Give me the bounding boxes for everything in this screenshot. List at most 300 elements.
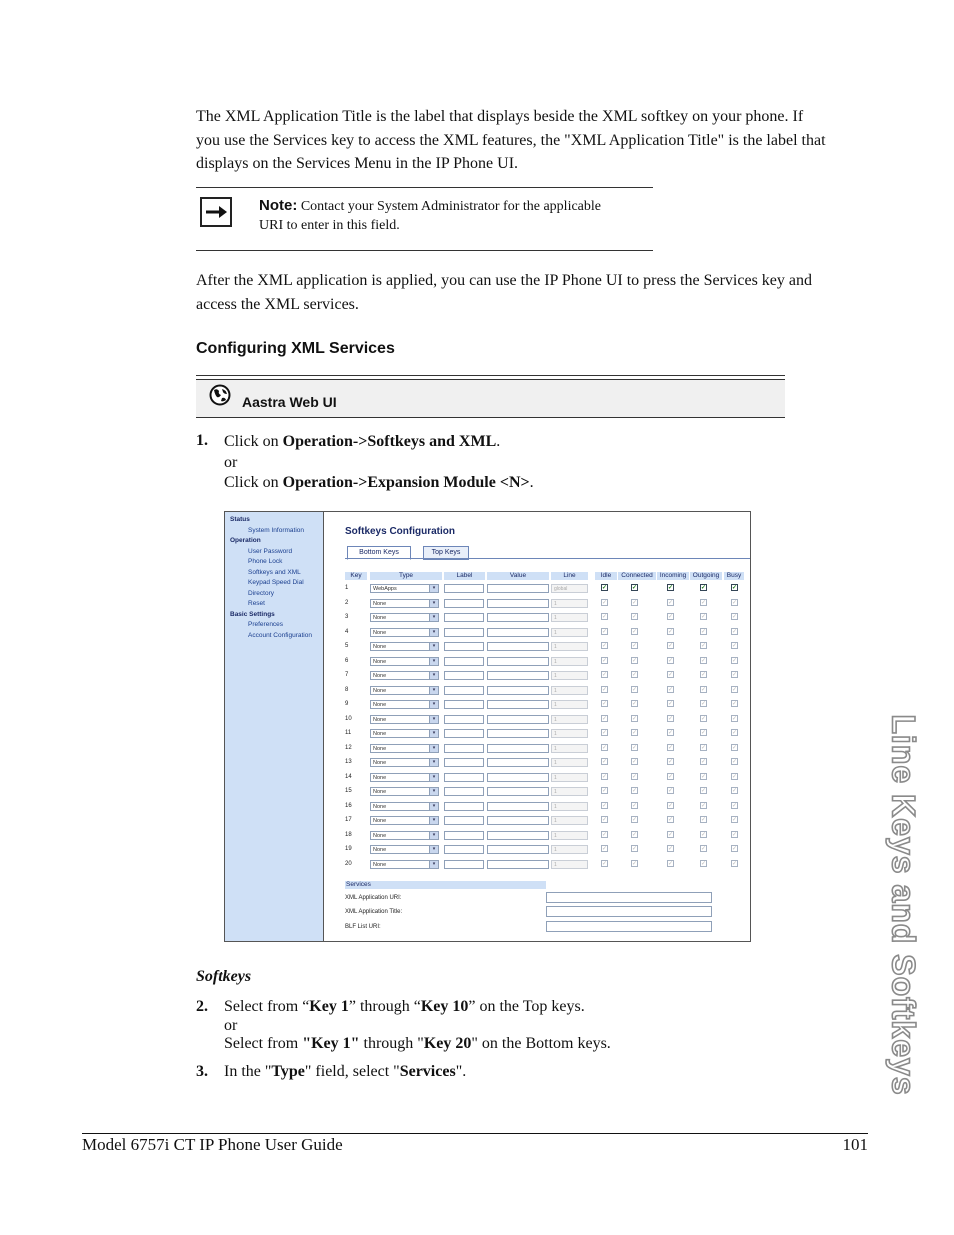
step2-b1: Select from	[224, 1035, 303, 1052]
type-select-value: None	[373, 615, 387, 621]
table-header: Key	[345, 572, 367, 580]
label-input[interactable]	[444, 816, 484, 825]
line-select[interactable]: 1	[551, 787, 588, 796]
step3-a2: Type	[271, 1063, 305, 1080]
nav-item[interactable]: System Information	[248, 526, 304, 534]
state-checkbox[interactable]: ✓	[732, 643, 738, 649]
note-label: Note:	[259, 197, 298, 214]
label-input[interactable]	[444, 773, 484, 782]
type-select[interactable]	[370, 787, 439, 796]
state-checkbox[interactable]: ✓	[732, 614, 738, 620]
type-select[interactable]	[370, 773, 439, 782]
after-paragraph	[196, 269, 876, 316]
state-checkbox[interactable]: ✓	[732, 744, 738, 751]
line-select[interactable]: 1	[551, 845, 588, 854]
chevron-down-icon: ▾	[429, 759, 438, 766]
type-select-value: None	[373, 774, 387, 781]
state-checkbox[interactable]: ✓	[732, 701, 738, 707]
state-checkbox[interactable]: ✓	[632, 628, 638, 635]
state-checkbox[interactable]: ✓	[602, 643, 608, 649]
intro-line-1: The XML Application Title is the label that displays beside the XML softkey on your phone. If	[196, 108, 804, 125]
state-checkbox[interactable]: ✓	[632, 817, 638, 823]
state-checkbox[interactable]: ✓	[602, 701, 608, 707]
state-checkbox[interactable]: ✓	[701, 672, 707, 678]
tab-bottom-keys[interactable]: Bottom Keys	[347, 546, 411, 560]
note-text-1: Contact your System Administrator for the applicable	[297, 199, 601, 214]
value-input[interactable]	[487, 671, 549, 680]
type-select[interactable]	[370, 686, 439, 695]
value-input[interactable]	[487, 599, 549, 608]
type-select-value: WebApps	[373, 586, 397, 592]
table-header: Idle	[595, 572, 617, 580]
state-checkbox[interactable]: ✓	[602, 788, 608, 794]
key-number: 9	[345, 701, 349, 707]
step1-a-pre: Click on	[224, 433, 283, 450]
line-select[interactable]: 1	[551, 715, 588, 724]
label-input[interactable]	[444, 787, 484, 796]
xml-app-title-input[interactable]	[546, 906, 712, 917]
type-select[interactable]	[370, 599, 439, 608]
key-number: 19	[345, 846, 352, 852]
tab-top-keys[interactable]: Top Keys	[423, 546, 469, 560]
nav-item[interactable]: Preferences	[248, 621, 284, 628]
intro-paragraph	[196, 105, 876, 176]
state-checkbox[interactable]: ✓	[701, 802, 707, 809]
key-number: 11	[345, 730, 352, 736]
line-select[interactable]: 1	[551, 860, 588, 869]
label-input[interactable]	[444, 715, 484, 724]
table-header: Outgoing	[690, 572, 722, 580]
state-checkbox[interactable]: ✓	[668, 846, 674, 852]
table-row	[345, 728, 745, 742]
state-checkbox[interactable]: ✓	[632, 759, 638, 765]
state-checkbox[interactable]: ✓	[632, 802, 638, 809]
state-checkbox[interactable]: ✓	[668, 672, 674, 678]
step3-text	[224, 1063, 824, 1081]
state-checkbox[interactable]: ✓	[668, 599, 674, 606]
webui-top-rule-1	[196, 375, 785, 376]
step2-b4: Key 20	[423, 1035, 472, 1052]
state-checkbox[interactable]: ✓	[632, 657, 638, 664]
state-checkbox[interactable]: ✓	[632, 614, 638, 620]
chevron-down-icon: ▾	[429, 701, 438, 708]
state-checkbox[interactable]: ✓	[732, 802, 738, 809]
intro-line-2: you use the Services key to access the XML features, the "XML Application Title" is the label that	[196, 131, 826, 149]
state-checkbox[interactable]: ✓	[632, 846, 638, 852]
state-checkbox[interactable]: ✓	[602, 657, 608, 664]
state-checkbox[interactable]: ✓	[668, 657, 674, 664]
key-number: 14	[345, 773, 352, 780]
state-checkbox[interactable]: ✓	[732, 628, 738, 635]
nav-item[interactable]: Operation	[230, 537, 261, 544]
value-input[interactable]	[487, 642, 549, 651]
state-checkbox[interactable]: ✓	[701, 701, 707, 707]
label-input[interactable]	[444, 657, 484, 666]
step2-a3: ” through “	[348, 998, 421, 1015]
note-top-rule	[196, 187, 653, 188]
state-checkbox[interactable]: ✓	[732, 817, 738, 823]
label-input[interactable]	[444, 845, 484, 854]
line-select[interactable]: 1	[551, 657, 588, 666]
intro-line-3: displays on the Services Menu in the IP Phone UI.	[196, 155, 519, 172]
state-checkbox[interactable]: ✓	[602, 628, 608, 635]
line-select[interactable]: 1	[551, 700, 588, 709]
note-text	[259, 196, 659, 235]
state-checkbox[interactable]: ✓	[668, 773, 674, 780]
label-input[interactable]	[444, 831, 484, 840]
state-checkbox[interactable]: ✓	[668, 701, 674, 707]
type-select-value: None	[373, 731, 387, 737]
state-checkbox[interactable]: ✓	[732, 846, 738, 852]
key-number: 7	[345, 672, 349, 678]
state-checkbox[interactable]: ✓	[732, 686, 738, 693]
state-checkbox[interactable]: ✓	[632, 585, 638, 591]
key-number: 3	[345, 614, 349, 620]
chevron-down-icon: ▾	[429, 585, 438, 592]
type-select-value: None	[373, 832, 387, 839]
nav-item[interactable]: Keypad Speed Dial	[248, 579, 304, 586]
chevron-down-icon: ▾	[429, 846, 438, 853]
state-checkbox[interactable]: ✓	[632, 773, 638, 780]
state-checkbox[interactable]: ✓	[701, 860, 707, 867]
key-number: 5	[345, 643, 349, 649]
state-checkbox[interactable]: ✓	[701, 628, 707, 635]
state-checkbox[interactable]: ✓	[602, 773, 608, 780]
table-header: Line	[551, 572, 588, 580]
type-select[interactable]	[370, 816, 439, 825]
label-input[interactable]	[444, 671, 484, 680]
state-checkbox[interactable]: ✓	[732, 657, 738, 664]
value-input[interactable]	[487, 686, 549, 695]
state-checkbox[interactable]: ✓	[632, 788, 638, 794]
state-checkbox[interactable]: ✓	[701, 788, 707, 794]
state-checkbox[interactable]: ✓	[602, 672, 608, 678]
type-select[interactable]	[370, 831, 439, 840]
value-input[interactable]	[487, 860, 549, 869]
type-select[interactable]	[370, 758, 439, 767]
state-checkbox[interactable]: ✓	[668, 744, 674, 751]
value-input[interactable]	[487, 729, 549, 738]
state-checkbox[interactable]: ✓	[602, 860, 608, 867]
chevron-down-icon: ▾	[429, 600, 438, 607]
key-number: 4	[345, 628, 349, 635]
label-input[interactable]	[444, 860, 484, 869]
value-input[interactable]	[487, 816, 549, 825]
step3-a5: ".	[455, 1063, 467, 1080]
state-checkbox[interactable]: ✓	[632, 686, 638, 693]
state-checkbox[interactable]: ✓	[668, 686, 674, 693]
type-select-value: None	[373, 629, 387, 636]
table-row	[345, 815, 745, 829]
figure-caption: Softkeys	[196, 968, 252, 985]
table-row	[345, 801, 745, 815]
label-input[interactable]	[444, 744, 484, 753]
label-input[interactable]	[444, 729, 484, 738]
state-checkbox[interactable]: ✓	[732, 585, 738, 591]
value-input[interactable]	[487, 700, 549, 709]
state-checkbox[interactable]: ✓	[602, 846, 608, 852]
chevron-down-icon: ▾	[429, 745, 438, 752]
state-checkbox[interactable]: ✓	[668, 788, 674, 794]
table-row	[345, 714, 745, 728]
type-select-value: None	[373, 818, 387, 824]
line-select[interactable]: 1	[551, 671, 588, 680]
step1-b-pre: Click on	[224, 474, 283, 491]
softkeys-config-title: Softkeys Configuration	[345, 526, 456, 537]
line-select[interactable]: 1	[551, 729, 588, 738]
state-checkbox[interactable]: ✓	[602, 599, 608, 606]
state-checkbox[interactable]: ✓	[732, 773, 738, 780]
nav-item[interactable]: Status	[230, 516, 250, 523]
state-checkbox[interactable]: ✓	[732, 759, 738, 765]
line-select[interactable]: 1	[551, 686, 588, 695]
key-number: 6	[345, 657, 349, 664]
state-checkbox[interactable]: ✓	[602, 585, 608, 591]
nav-item[interactable]: User Password	[248, 547, 293, 555]
state-checkbox[interactable]: ✓	[632, 730, 638, 736]
type-select-value: None	[373, 803, 387, 810]
state-checkbox[interactable]: ✓	[602, 715, 608, 722]
type-select[interactable]	[370, 700, 439, 709]
type-select-value: None	[373, 861, 387, 868]
nav-item[interactable]: Phone Lock	[248, 558, 283, 565]
state-checkbox[interactable]: ✓	[732, 672, 738, 678]
state-checkbox[interactable]: ✓	[632, 715, 638, 722]
nav-item[interactable]: Directory	[248, 589, 275, 597]
type-select[interactable]	[370, 671, 439, 680]
state-checkbox[interactable]: ✓	[701, 773, 707, 780]
state-checkbox[interactable]: ✓	[602, 614, 608, 620]
state-checkbox[interactable]: ✓	[701, 585, 707, 591]
state-checkbox[interactable]: ✓	[668, 802, 674, 809]
step2-text	[224, 998, 824, 1054]
state-checkbox[interactable]: ✓	[732, 788, 738, 794]
chevron-down-icon: ▾	[429, 629, 438, 636]
state-checkbox[interactable]: ✓	[732, 730, 738, 736]
services-header: Services	[345, 881, 546, 889]
key-number: 17	[345, 817, 352, 823]
label-input[interactable]	[444, 802, 484, 811]
state-checkbox[interactable]: ✓	[632, 831, 638, 838]
table-row	[345, 859, 745, 873]
table-header: Type	[370, 572, 442, 580]
state-checkbox[interactable]: ✓	[632, 672, 638, 678]
key-number: 12	[345, 744, 352, 751]
type-select-value: None	[373, 702, 387, 708]
state-checkbox[interactable]: ✓	[701, 686, 707, 693]
line-select[interactable]: 1	[551, 773, 588, 782]
chevron-down-icon: ▾	[429, 803, 438, 810]
state-checkbox[interactable]: ✓	[701, 715, 707, 722]
type-select[interactable]	[370, 729, 439, 738]
arrow-icon	[200, 197, 232, 227]
chevron-down-icon: ▾	[429, 687, 438, 694]
table-row	[345, 757, 745, 771]
table-row	[345, 670, 745, 684]
state-checkbox[interactable]: ✓	[602, 744, 608, 751]
label-input[interactable]	[444, 758, 484, 767]
state-checkbox[interactable]: ✓	[701, 831, 707, 838]
line-select[interactable]: 1	[551, 628, 588, 637]
section-heading: Configuring XML Services	[196, 340, 395, 357]
type-select[interactable]	[370, 715, 439, 724]
label-input[interactable]	[444, 628, 484, 637]
chevron-down-icon: ▾	[429, 861, 438, 868]
state-checkbox[interactable]: ✓	[602, 831, 608, 838]
line-select[interactable]: 1	[551, 642, 588, 651]
tab-underline	[345, 558, 750, 559]
state-checkbox[interactable]: ✓	[701, 643, 707, 649]
step2-number: 2.	[196, 998, 208, 1015]
step2-a1: Select from “	[224, 998, 310, 1015]
state-checkbox[interactable]: ✓	[668, 614, 674, 620]
value-input[interactable]	[487, 744, 549, 753]
value-input[interactable]	[487, 613, 549, 622]
label-input[interactable]	[444, 686, 484, 695]
line-select[interactable]: 1	[551, 816, 588, 825]
label-input[interactable]	[444, 599, 484, 608]
state-checkbox[interactable]: ✓	[732, 715, 738, 722]
state-checkbox[interactable]: ✓	[668, 860, 674, 867]
state-checkbox[interactable]: ✓	[602, 759, 608, 765]
line-select[interactable]: 1	[551, 613, 588, 622]
type-select-value: None	[373, 716, 387, 723]
value-input[interactable]	[487, 715, 549, 724]
table-row	[345, 583, 745, 597]
state-checkbox[interactable]: ✓	[701, 657, 707, 664]
table-row	[345, 772, 745, 786]
state-checkbox[interactable]: ✓	[668, 730, 674, 736]
type-select[interactable]	[370, 642, 439, 651]
xml-app-title-label: XML Application Title:	[345, 909, 403, 915]
state-checkbox[interactable]: ✓	[701, 730, 707, 736]
table-row	[345, 830, 745, 844]
state-checkbox[interactable]: ✓	[632, 701, 638, 707]
step3-a3: " field, select "	[304, 1063, 400, 1080]
line-select[interactable]: 1	[551, 758, 588, 767]
state-checkbox[interactable]: ✓	[732, 831, 738, 838]
state-checkbox[interactable]: ✓	[668, 817, 674, 823]
nav-item[interactable]: Softkeys and XML	[248, 568, 301, 576]
chapter-side-tab	[880, 700, 926, 1110]
chevron-down-icon: ▾	[429, 643, 438, 650]
step1-a-post: .	[496, 433, 501, 450]
line-select[interactable]: 1	[551, 802, 588, 811]
type-select[interactable]	[370, 657, 439, 666]
note-bottom-rule	[196, 250, 653, 251]
type-select-value: None	[373, 760, 387, 766]
line-select[interactable]: 1	[551, 831, 588, 840]
state-checkbox[interactable]: ✓	[701, 599, 707, 606]
step2-b2: "Key 1"	[302, 1035, 360, 1052]
chevron-down-icon: ▾	[429, 788, 438, 795]
blf-list-uri-input[interactable]	[546, 921, 712, 932]
state-checkbox[interactable]: ✓	[632, 860, 638, 867]
state-checkbox[interactable]: ✓	[668, 643, 674, 649]
value-input[interactable]	[487, 773, 549, 782]
state-checkbox[interactable]: ✓	[668, 628, 674, 635]
type-select-value: None	[373, 687, 387, 694]
value-input[interactable]	[487, 628, 549, 637]
state-checkbox[interactable]: ✓	[602, 686, 608, 693]
state-checkbox[interactable]: ✓	[701, 817, 707, 823]
key-number: 1	[345, 585, 349, 591]
nav-item[interactable]: Basic Settings	[230, 610, 275, 618]
chevron-down-icon: ▾	[429, 716, 438, 723]
table-row	[345, 786, 745, 800]
step2-or: or	[224, 1016, 238, 1034]
state-checkbox[interactable]: ✓	[602, 730, 608, 736]
state-checkbox[interactable]: ✓	[701, 614, 707, 620]
xml-app-uri-input[interactable]	[546, 892, 712, 903]
type-select[interactable]	[370, 802, 439, 811]
state-checkbox[interactable]: ✓	[701, 846, 707, 852]
nav-item[interactable]: Account Configuration	[248, 631, 312, 639]
nav-item[interactable]: Reset	[248, 600, 265, 607]
label-input[interactable]	[444, 700, 484, 709]
key-number: 10	[345, 715, 352, 722]
label-input[interactable]	[444, 642, 484, 651]
state-checkbox[interactable]: ✓	[732, 860, 738, 867]
value-input[interactable]	[487, 845, 549, 854]
webui-screenshot	[224, 511, 751, 942]
value-input[interactable]	[487, 758, 549, 767]
type-select[interactable]	[370, 860, 439, 869]
state-checkbox[interactable]: ✓	[668, 831, 674, 838]
key-number: 2	[345, 599, 349, 606]
chevron-down-icon: ▾	[429, 774, 438, 781]
value-input[interactable]	[487, 802, 549, 811]
type-select[interactable]	[370, 584, 439, 593]
type-select-value: None	[373, 644, 387, 650]
state-checkbox[interactable]: ✓	[668, 585, 674, 591]
state-checkbox[interactable]: ✓	[602, 817, 608, 823]
line-select[interactable]: 1	[551, 744, 588, 753]
state-checkbox[interactable]: ✓	[632, 643, 638, 649]
type-select[interactable]	[370, 744, 439, 753]
state-checkbox[interactable]: ✓	[732, 599, 738, 606]
value-input[interactable]	[487, 787, 549, 796]
line-select[interactable]: 1	[551, 599, 588, 608]
step2-b5: " on the Bottom keys.	[471, 1035, 611, 1052]
type-select[interactable]	[370, 628, 439, 637]
step2-a5: ” on the Top keys.	[468, 998, 585, 1015]
key-number: 18	[345, 831, 352, 838]
state-checkbox[interactable]: ✓	[668, 715, 674, 722]
label-input[interactable]	[444, 584, 484, 593]
table-header: Incoming	[657, 572, 689, 580]
state-checkbox[interactable]: ✓	[668, 759, 674, 765]
state-checkbox[interactable]: ✓	[602, 802, 608, 809]
type-select-value: None	[373, 789, 387, 795]
webui-bottom-rule	[196, 417, 785, 418]
state-checkbox[interactable]: ✓	[632, 744, 638, 751]
value-input[interactable]	[487, 831, 549, 840]
state-checkbox[interactable]: ✓	[701, 744, 707, 751]
state-checkbox[interactable]: ✓	[632, 599, 638, 606]
after-line-2: access the XML services.	[196, 295, 359, 313]
label-input[interactable]	[444, 613, 484, 622]
line-select[interactable]: global	[551, 584, 588, 593]
chevron-down-icon: ▾	[429, 832, 438, 839]
value-input[interactable]	[487, 657, 549, 666]
state-checkbox[interactable]: ✓	[701, 759, 707, 765]
table-row	[345, 844, 745, 858]
type-select[interactable]	[370, 613, 439, 622]
value-input[interactable]	[487, 584, 549, 593]
webui-label: Aastra Web UI	[242, 394, 337, 410]
type-select[interactable]	[370, 845, 439, 854]
